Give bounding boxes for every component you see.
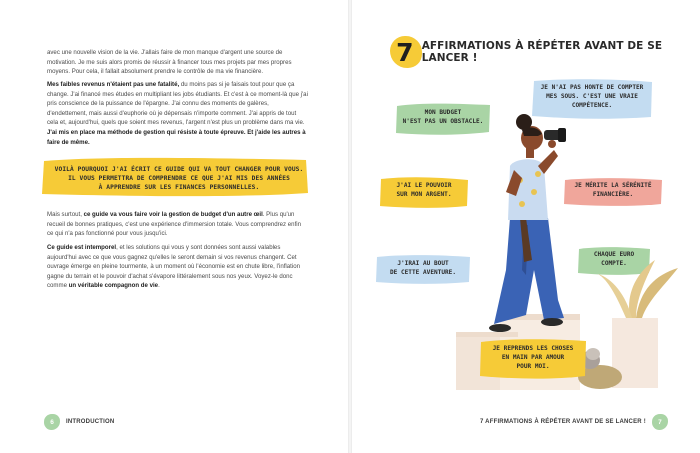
page-number-badge-left (44, 414, 60, 430)
affirmation-euro: CHAQUE EURO COMPTE. (576, 246, 652, 276)
paragraph-intro: avec une nouvelle vision de la vie. J'allais faire de mon manque d'argent une source de motivation. Je me suis alors promis de réussir à financer tous mes projets par mes propres moyens. Pour cela, il fallait absolument prendre le contrôle de ma vie financière. (47, 49, 292, 76)
affirmation-aventure: J'IRAI AU BOUT DE CETTE AVENTURE. (374, 254, 472, 285)
affirmation-budget: MON BUDGET N'EST PAS UN OBSTACLE. (394, 102, 492, 136)
footer-left (44, 414, 114, 430)
affirmation-pouvoir: J'AI LE POUVOIR SUR MON ARGENT. (378, 176, 470, 209)
affirmation-amour: JE REPRENDS LES CHOSES EN MAIN PAR AMOUR POUR MOI. (478, 338, 588, 380)
highlight-text: VOILÀ POURQUOI J'AI ÉCRIT CE GUIDE QUI VA TOUT CHANGER POUR VOUS. IL VOUS PERMETTRA DE COMPRENDRE CE QUE J'AI MIS DES ANNÉES À APPRENDRE SUR LES FINANCES PERSONNELLES. (54, 166, 304, 192)
page-title (390, 36, 700, 68)
section-label: INTRODUCTION (66, 419, 115, 425)
title-number-badge (390, 36, 420, 68)
footer-right (480, 414, 668, 430)
footer-title-label: 7 AFFIRMATIONS À RÉPÉTER AVANT DE SE LANCER ! (480, 419, 646, 425)
page-number: 7 (658, 418, 662, 426)
highlight-callout (40, 155, 310, 199)
page-number-badge-right (652, 414, 668, 430)
affirmation-honte: JE N'AI PAS HONTE DE COMPTER MES SOUS. C'EST UNE VRAIE COMPÉTENCE. (530, 78, 654, 120)
paragraph-intemporel: Ce guide est intemporel, et les solutions qui vous y sont données sont aussi valables aujourd'hui avec ce que vous gagnez qu'elles le seront demain si vos revenus changent. Cet ouvrage émerge en pleine tourmente, à un moment où l'économie est en chute libre, l'inflation gagne du terrain et le pouvoir d'achat s'évapore littéralement sous nos yeux. Voyez-le donc comme un véritable compagnon de vie. (47, 244, 300, 290)
paragraph-guide: Mais surtout, ce guide va vous faire voir la gestion de budget d'un autre œil. Plus qu'un recueil de bonnes pratiques, c'est une expérience d'immersion totale. Vous comprendrez enfin ce qui n'a pas fonctionné pour vous jusqu'ici. (47, 211, 302, 238)
affirmation-serenite: JE MÉRITE LA SÉRÉNITÉ FINANCIÈRE. (562, 177, 664, 207)
title-text: AFFIRMATIONS À RÉPÉTER AVANT DE SE LANCER ! (421, 40, 663, 64)
paragraph-revenus: Mes faibles revenus n'étaient pas une fatalité, du moins pas si je faisais tout pour que ça change. J'ai financé mes études en multipliant les jobs étudiants. Et c'est à ce moment-là que j'ai pris conscience de la puissance de l'épargne. J'ai connu des moments de galères, d'endettement, mais aussi d'euphorie où je dépensais n'importe comment. J'ai appris de tout cela et, aujourd'hui, quels que soient mes revenus, l'argent n'est plus un problème dans ma vie. J'ai mis en place ma méthode de gestion qui résiste à toute épreuve. Et j'aide les autres à faire de même. (47, 81, 308, 146)
page-number: 6 (50, 418, 54, 426)
title-number: 7 (396, 37, 414, 67)
